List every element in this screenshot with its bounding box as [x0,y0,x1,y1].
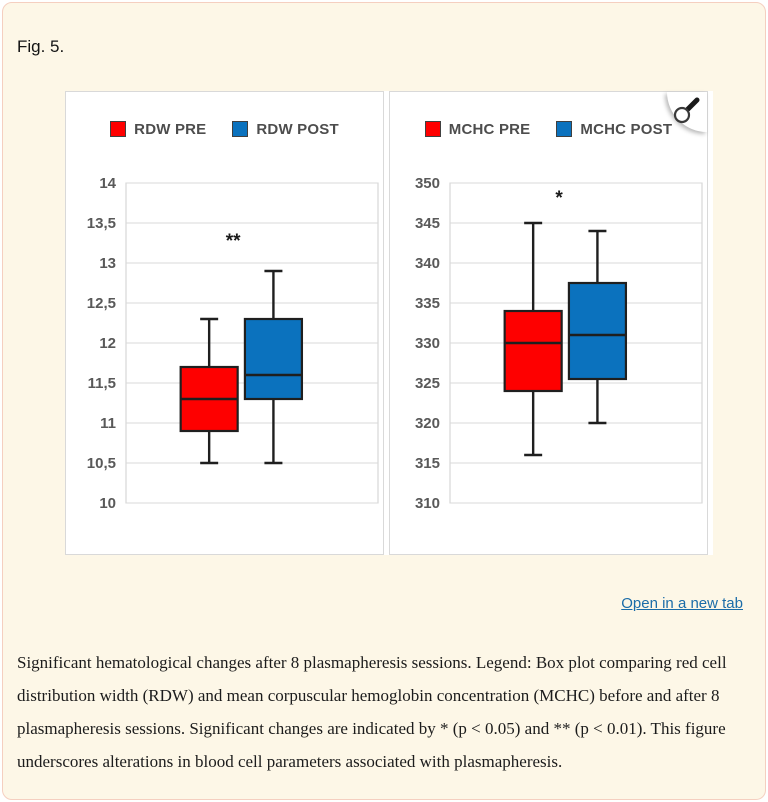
legend-swatch-mchc-post [556,121,572,137]
y-tick-label: 310 [414,495,440,512]
y-tick-label: 340 [414,255,440,272]
legend-item-rdw-pre [110,121,206,138]
legend-swatch-rdw-pre [110,121,126,137]
significance-marker: * [555,187,563,209]
rdw-boxplot-chart [66,138,383,550]
y-tick-label: 13 [99,255,116,272]
box-mchc-post [569,283,626,379]
legend-item-mchc-post [556,121,672,138]
rdw-legend [66,120,383,138]
y-tick-label: 11,5 [87,375,116,392]
y-tick-label: 320 [414,415,440,432]
y-tick-label: 10 [99,495,116,512]
open-in-new-tab-link[interactable]: Open in a new tab [621,595,743,612]
legend-item-rdw-post [232,121,338,138]
legend-label-mchc-pre: MCHC PRE [448,120,531,138]
y-tick-label: 345 [414,215,440,232]
y-tick-label: 10,5 [86,455,116,472]
magnifier-icon [671,96,701,126]
y-tick-label: 335 [414,295,440,312]
y-tick-label: 13,5 [86,215,116,232]
legend-label-mchc-post: MCHC POST [580,120,673,138]
y-tick-label: 325 [414,375,440,392]
y-tick-label: 14 [99,175,116,192]
open-tab-row [17,595,751,613]
y-tick-label: 12 [99,335,116,352]
box-mchc-pre [505,311,562,391]
rdw-panel [65,91,384,555]
y-tick-label: 350 [414,175,440,192]
legend-item-mchc-pre [425,121,531,138]
figure-card [2,2,766,800]
box-rdw-post [245,319,302,399]
figure-image[interactable] [65,91,713,555]
figure-label: Fig. 5. [17,37,65,56]
mchc-boxplot-chart [390,138,707,550]
legend-label-rdw-post: RDW POST [256,120,339,138]
mchc-panel [389,91,708,555]
legend-swatch-rdw-post [232,121,248,137]
legend-swatch-mchc-pre [425,121,441,137]
y-tick-label: 330 [414,335,440,352]
y-tick-label: 315 [414,455,440,472]
mchc-legend [390,120,707,138]
significance-marker: ** [225,231,241,252]
figure-caption: Significant hematological changes after 8 plasmapheresis sessions. Legend: Box plot comparing red cell distribution width (RDW) and mean corpuscular hemoglobin concentration (MCHC) before and after 8 plasmapheresis sessions. Significant changes are indicated by * (p < 0.05) and ** (p < 0.01). This figure underscores alterations in blood cell parameters associated with plasmapheresis. [17,653,727,771]
y-tick-label: 11 [100,415,116,432]
legend-label-rdw-pre: RDW PRE [134,120,207,138]
y-tick-label: 12,5 [86,295,116,312]
